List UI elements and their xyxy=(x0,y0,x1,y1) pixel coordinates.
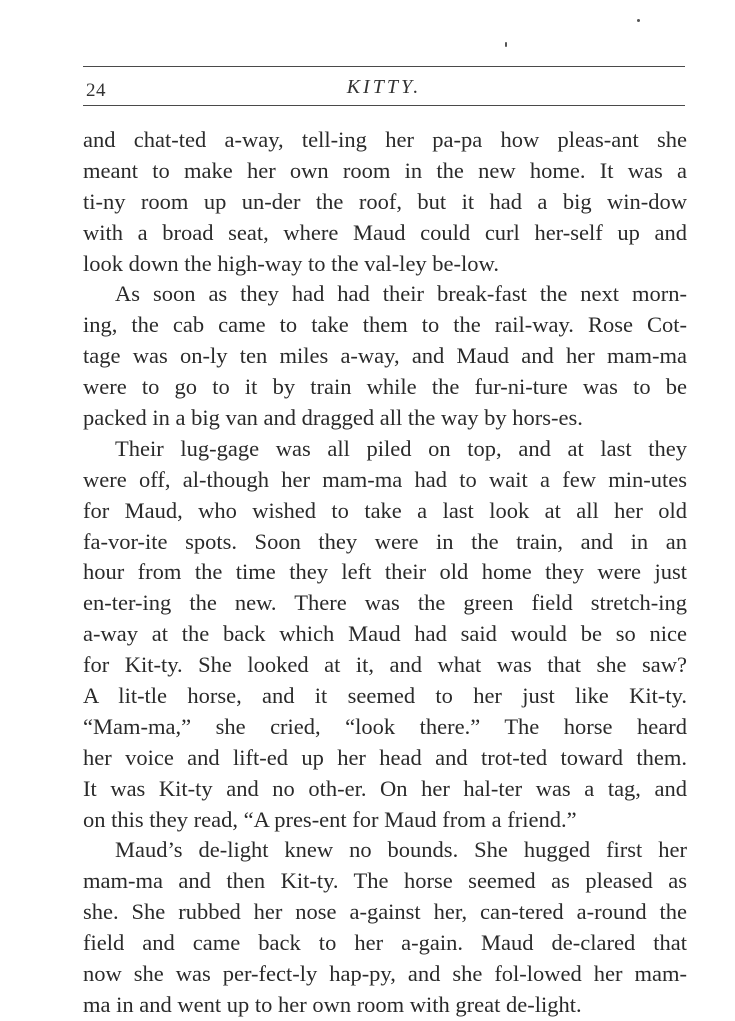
running-title: KITTY. xyxy=(346,76,422,98)
text-line: and chat-ted a-way, tell-ing her pa-pa how pleas-ant she xyxy=(83,127,687,152)
text-line: Their lug-gage was all piled on top, and at last they xyxy=(115,435,687,461)
text-line: mam-ma and then Kit-ty. The horse seemed as pleased as xyxy=(83,868,687,894)
text-line: meant to make her own room in the new home. It was a xyxy=(83,157,687,183)
running-header xyxy=(83,72,685,104)
text-line: A lit-tle horse, and it seemed to her just like Kit-ty. xyxy=(83,683,687,709)
page-speck xyxy=(505,42,507,47)
text-line: on this they read, “A pres-ent for Maud from a friend.” xyxy=(83,806,577,832)
text-line: field and came back to her a-gain. Maud de-clared that xyxy=(83,930,687,956)
text-line: en-ter-ing the new. There was the green field stretch-ing xyxy=(83,590,687,616)
text-line: ti-ny room up un-der the roof, but it had a big win-dow xyxy=(83,188,687,214)
page-number: 24 xyxy=(86,80,106,101)
body-text xyxy=(83,125,687,1021)
text-line: with a broad seat, where Maud could curl her-self up and xyxy=(83,219,687,245)
header-bottom-rule xyxy=(83,105,685,106)
text-line: ing, the cab came to take them to the rail-way. Rose Cot- xyxy=(83,312,687,338)
text-line: look down the high-way to the val-ley be-low. xyxy=(83,250,499,276)
text-line: for Kit-ty. She looked at it, and what was that she saw? xyxy=(83,652,687,678)
text-line: packed in a big van and dragged all the way by hors-es. xyxy=(83,405,583,431)
header-top-rule xyxy=(83,66,685,67)
page-speck xyxy=(637,19,640,22)
text-line: “Mam-ma,” she cried, “look there.” The horse heard xyxy=(83,713,687,739)
text-line: It was Kit-ty and no oth-er. On her hal-ter was a tag, and xyxy=(83,775,687,801)
text-line: hour from the time they left their old home they were just xyxy=(83,559,687,585)
text-line: were to go to it by train while the fur-ni-ture was to be xyxy=(83,374,687,400)
text-line: a-way at the back which Maud had said would be so nice xyxy=(83,621,687,647)
text-line: now she was per-fect-ly hap-py, and she fol-lowed her mam- xyxy=(83,961,687,987)
text-line: Maud’s de-light knew no bounds. She hugged first her xyxy=(115,837,687,863)
text-line: fa-vor-ite spots. Soon they were in the train, and in an xyxy=(83,528,687,554)
text-line: she. She rubbed her nose a-gainst her, can-tered a-round the xyxy=(83,899,687,925)
text-line: As soon as they had had their break-fast the next morn- xyxy=(115,281,687,307)
text-line: were off, al-though her mam-ma had to wait a few min-utes xyxy=(83,466,687,492)
text-line: tage was on-ly ten miles a-way, and Maud and her mam-ma xyxy=(83,343,687,369)
text-line: for Maud, who wished to take a last look at all her old xyxy=(83,497,687,523)
text-line: ma in and went up to her own room with great de-light. xyxy=(83,991,582,1017)
text-line: her voice and lift-ed up her head and trot-ted toward them. xyxy=(83,744,687,770)
